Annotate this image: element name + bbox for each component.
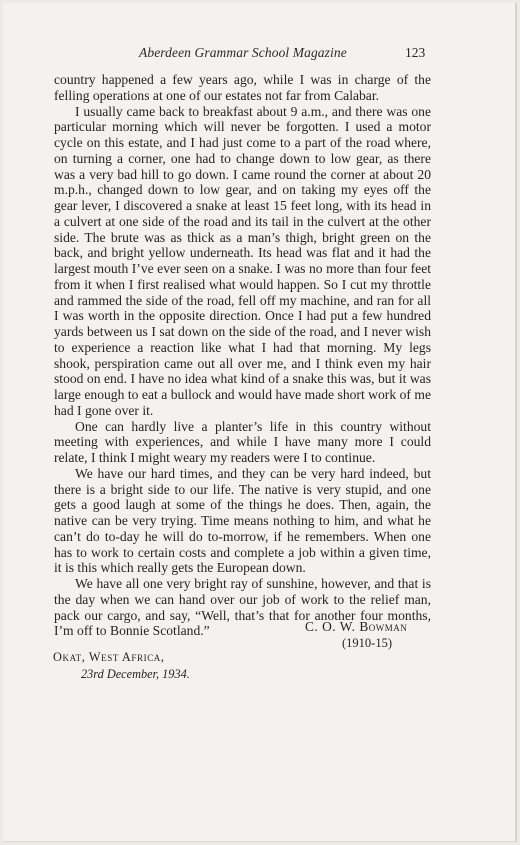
dateline-place: Okat, West Africa, [53,650,165,664]
page-number: 123 [405,45,426,60]
dateline-date: 23rd December, 1934. [81,667,190,681]
paragraph: I usually came back to breakfast about 9 a.m., and there was one particular morning which will never be forgotten. I used a motor cycle on this estate, and I had just come to a part of the road where, on turning a corner, one had to change down to low gear, as there was a very bad hill to go down. I came round the corner at about 20 m.p.h., changed down to low gear, and on taking my eyes off the gear lever, I discovered a snake at least 15 feet long, with its head in a culvert at one side of the road and its tail in the culvert at the other side. The brute was as thick as a man’s thigh, bright green on the back, and bright yellow underneath. Its head was flat and it had the largest mouth I’ve ever seen on a snake. I was no more than four feet from it when I first realised what would happen. So I cut my throttle and rammed the side of the road, fell off my machine, and ran for all I was worth in the opposite direction. Once I had put a few hundred yards between us I sat down on the side of the road, and I never wish to experience a reaction like what I had that morning. My legs shook, perspiration came out all over me, and I think even my hair stood on end. I have no idea what kind of a snake this was, but it was large enough to eat a bullock and would have made short work of me had I gone over it. [54,103,431,418]
magazine-page [3,3,517,842]
author-years: (1910-15) [342,636,392,650]
author-name: C. O. W. Bowman [305,619,408,634]
paragraph: We have all one very bright ray of sunshine, however, and that is the day when we can hand over our job of work to the relief man, pack our cargo, and say, “Well, that’s that for another four months, I’m off to Bonnie Scotland.” [54,576,431,639]
article-body [54,72,431,639]
paragraph: One can hardly live a planter’s life in this country without meeting with experiences, and while I have many more I could relate, I think I might weary my readers were I to continue. [54,418,431,465]
paragraph: country happened a few years ago, while I was in charge of the felling operations at one of our estates not far from Calabar. [54,72,431,103]
running-title: Aberdeen Grammar School Magazine [139,45,347,60]
paragraph: We have our hard times, and they can be very hard indeed, but there is a bright side to our life. The native is very stupid, and one gets a good laugh at some of the things he does. Then, again, the native can be very trying. Time means nothing to him, and what he can’t do to-day he will do to-morrow, if he remembers. When one has to work to certain costs and complete a job within a given time, it is this which really gets the European down. [54,465,431,576]
page-header [3,41,520,63]
